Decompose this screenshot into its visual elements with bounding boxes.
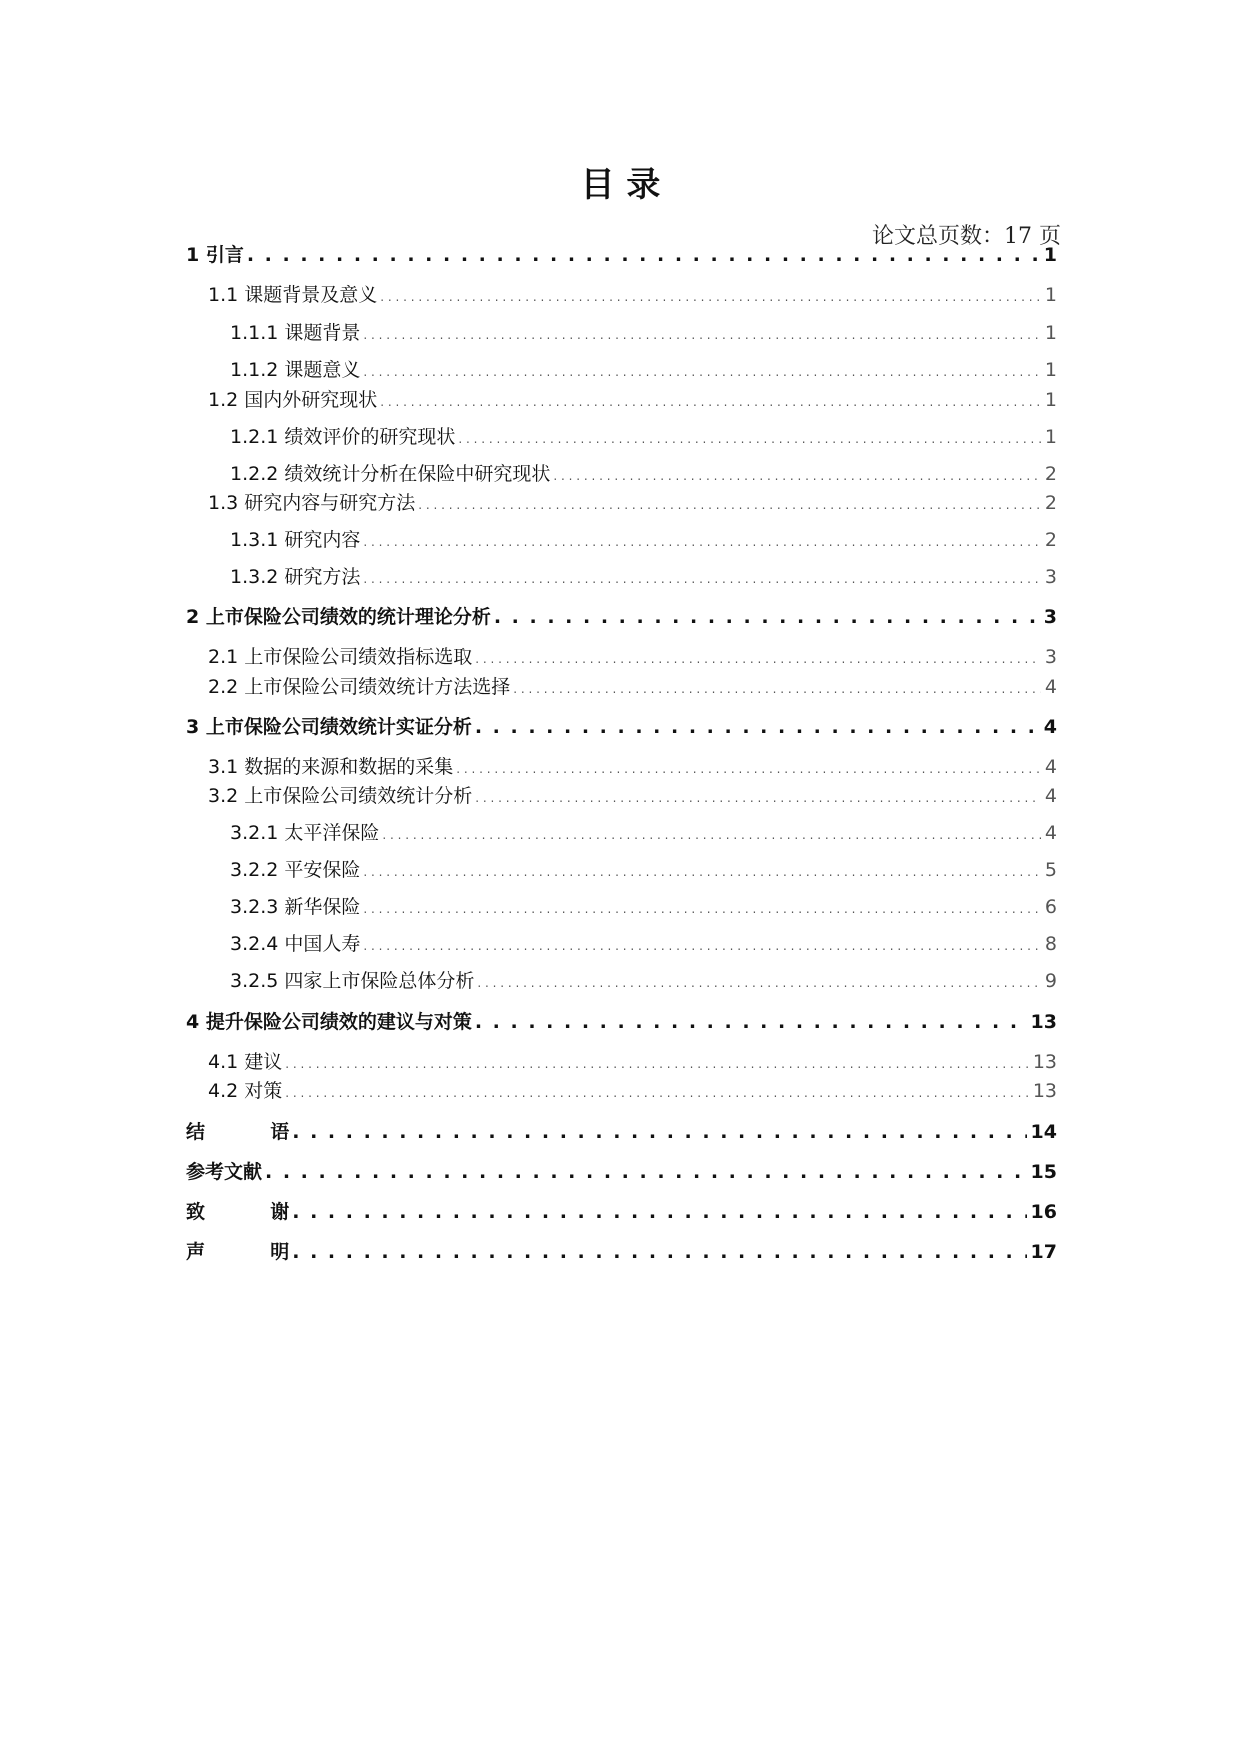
toc-entry-label: 3.2.4 中国人寿 [230, 933, 361, 955]
toc-leader-dots [553, 461, 1041, 491]
toc-leader-dots [494, 602, 1040, 632]
toc-entry-1-1[interactable] [186, 280, 1057, 310]
toc-entry-1-2-1[interactable] [186, 422, 1057, 452]
toc-leader-dots [456, 754, 1041, 784]
toc-page-number: 2 [1044, 492, 1057, 514]
toc-leader-dots [363, 564, 1041, 594]
toc-entry-label: 1.1.1 课题背景 [230, 322, 361, 344]
toc-page-number: 13 [1032, 1051, 1057, 1073]
toc-entry-conclusion[interactable] [186, 1117, 1057, 1147]
toc-entry-label: 4.1 建议 [208, 1051, 283, 1073]
toc-leader-dots [475, 1007, 1027, 1037]
toc-page-number: 15 [1030, 1161, 1057, 1183]
toc-entry-label: 3.2.2 平安保险 [230, 859, 361, 881]
toc-page-number: 4 [1044, 785, 1057, 807]
toc-leader-dots [292, 1197, 1026, 1227]
toc-entry-label: 1.2.1 绩效评价的研究现状 [230, 426, 456, 448]
toc-entry-label: 3.2 上市保险公司绩效统计分析 [208, 785, 473, 807]
toc-page-number: 2 [1044, 463, 1057, 485]
toc-page-number: 2 [1044, 529, 1057, 551]
toc-leader-dots [363, 857, 1041, 887]
toc-leader-dots [418, 490, 1041, 520]
toc-page-number: 4 [1044, 676, 1057, 698]
toc-leader-dots [247, 240, 1040, 270]
toc-entry-ch4[interactable] [186, 1007, 1057, 1037]
toc-page-number: 9 [1044, 970, 1057, 992]
toc-entry-4-1[interactable] [186, 1047, 1057, 1077]
page-title: 目 录 [580, 165, 661, 205]
toc-entry-label: 2.1 上市保险公司绩效指标选取 [208, 646, 473, 668]
toc-page-number: 3 [1043, 606, 1057, 628]
toc-leader-dots [285, 1049, 1029, 1079]
toc-leader-dots [292, 1237, 1026, 1267]
toc-entry-3-2-5[interactable] [186, 966, 1057, 996]
toc-leader-dots [363, 931, 1041, 961]
toc-page-number: 8 [1044, 933, 1057, 955]
toc-page-number: 5 [1044, 859, 1057, 881]
toc-page-number: 1 [1044, 322, 1057, 344]
toc-entry-label: 1.3.2 研究方法 [230, 566, 361, 588]
toc-entry-label: 1.2 国内外研究现状 [208, 389, 378, 411]
toc-entry-label: 参考文献 [186, 1161, 263, 1183]
toc-page-number: 13 [1032, 1080, 1057, 1102]
toc-leader-dots [265, 1157, 1027, 1187]
toc-entry-label: 1.3 研究内容与研究方法 [208, 492, 416, 514]
toc-entry-1-3-1[interactable] [186, 525, 1057, 555]
toc-entry-3-2[interactable] [186, 781, 1057, 811]
toc-entry-label: 致 谢 [186, 1201, 290, 1223]
toc-page-number: 1 [1044, 389, 1057, 411]
toc-entry-3-1[interactable] [186, 752, 1057, 782]
toc-entry-1-1-2[interactable] [186, 355, 1057, 385]
toc-entry-label: 3.2.3 新华保险 [230, 896, 361, 918]
toc-leader-dots [475, 712, 1040, 742]
toc-entry-1-2-2[interactable] [186, 459, 1057, 489]
toc-page-number: 4 [1044, 756, 1057, 778]
toc-leader-dots [363, 894, 1041, 924]
toc-entry-label: 2.2 上市保险公司绩效统计方法选择 [208, 676, 511, 698]
toc-entry-label: 声 明 [186, 1241, 290, 1263]
toc-entry-3-2-2[interactable] [186, 855, 1057, 885]
toc-entry-4-2[interactable] [186, 1076, 1057, 1106]
toc-entry-2-2[interactable] [186, 672, 1057, 702]
toc-entry-label: 1.2.2 绩效统计分析在保险中研究现状 [230, 463, 551, 485]
toc-leader-dots [513, 674, 1041, 704]
toc-leader-dots [363, 527, 1041, 557]
toc-leader-dots [477, 968, 1041, 998]
toc-page-number: 6 [1044, 896, 1057, 918]
toc-entry-label: 3.2.1 太平洋保险 [230, 822, 380, 844]
toc-leader-dots [380, 282, 1041, 312]
toc-entry-label: 结 语 [186, 1121, 290, 1143]
toc-entry-3-2-1[interactable] [186, 818, 1057, 848]
toc-entry-1-2[interactable] [186, 385, 1057, 415]
toc-entry-3-2-3[interactable] [186, 892, 1057, 922]
toc-leader-dots [380, 387, 1041, 417]
toc-entry-label: 1.3.1 研究内容 [230, 529, 361, 551]
toc-page-number: 1 [1044, 359, 1057, 381]
toc-entry-label: 4 提升保险公司绩效的建议与对策 [186, 1011, 472, 1033]
toc-page-number: 1 [1044, 426, 1057, 448]
toc-entry-3-2-4[interactable] [186, 929, 1057, 959]
toc-page-number: 4 [1043, 716, 1057, 738]
toc-page-number: 3 [1044, 566, 1057, 588]
toc-entry-declaration[interactable] [186, 1237, 1057, 1267]
total-page-count: 论文总页数：17 页 [872, 224, 1061, 249]
toc-entry-label: 4.2 对策 [208, 1080, 283, 1102]
toc-entry-ch2[interactable] [186, 602, 1057, 632]
toc-entry-1-1-1[interactable] [186, 318, 1057, 348]
toc-entry-1-3-2[interactable] [186, 562, 1057, 592]
toc-entry-label: 1 引言 [186, 244, 244, 266]
toc-page-number: 14 [1030, 1121, 1057, 1143]
toc-leader-dots [363, 320, 1041, 350]
toc-page-number: 3 [1044, 646, 1057, 668]
toc-entry-references[interactable] [186, 1157, 1057, 1187]
toc-entry-acknowledgements[interactable] [186, 1197, 1057, 1227]
toc-entry-label: 3 上市保险公司绩效统计实证分析 [186, 716, 472, 738]
toc-page-number: 13 [1030, 1011, 1057, 1033]
toc-entry-label: 3.2.5 四家上市保险总体分析 [230, 970, 475, 992]
toc-entry-label: 1.1 课题背景及意义 [208, 284, 378, 306]
toc-leader-dots [382, 820, 1041, 850]
toc-entry-label: 2 上市保险公司绩效的统计理论分析 [186, 606, 491, 628]
toc-page-number: 1 [1044, 284, 1057, 306]
toc-leader-dots [292, 1117, 1026, 1147]
toc-leader-dots [458, 424, 1041, 454]
toc-page-number: 4 [1044, 822, 1057, 844]
toc-page-number: 17 [1030, 1241, 1057, 1263]
toc-page-number: 1 [1043, 244, 1057, 266]
toc-leader-dots [285, 1078, 1029, 1108]
toc-page-number: 16 [1030, 1201, 1057, 1223]
toc-entry-label: 1.1.2 课题意义 [230, 359, 361, 381]
toc-leader-dots [475, 644, 1041, 674]
toc-entry-2-1[interactable] [186, 642, 1057, 672]
toc-leader-dots [475, 783, 1041, 813]
toc-entry-ch1[interactable] [186, 240, 1057, 270]
toc-leader-dots [363, 357, 1041, 387]
toc-entry-ch3[interactable] [186, 712, 1057, 742]
toc-entry-1-3[interactable] [186, 488, 1057, 518]
toc-entry-label: 3.1 数据的来源和数据的采集 [208, 756, 454, 778]
